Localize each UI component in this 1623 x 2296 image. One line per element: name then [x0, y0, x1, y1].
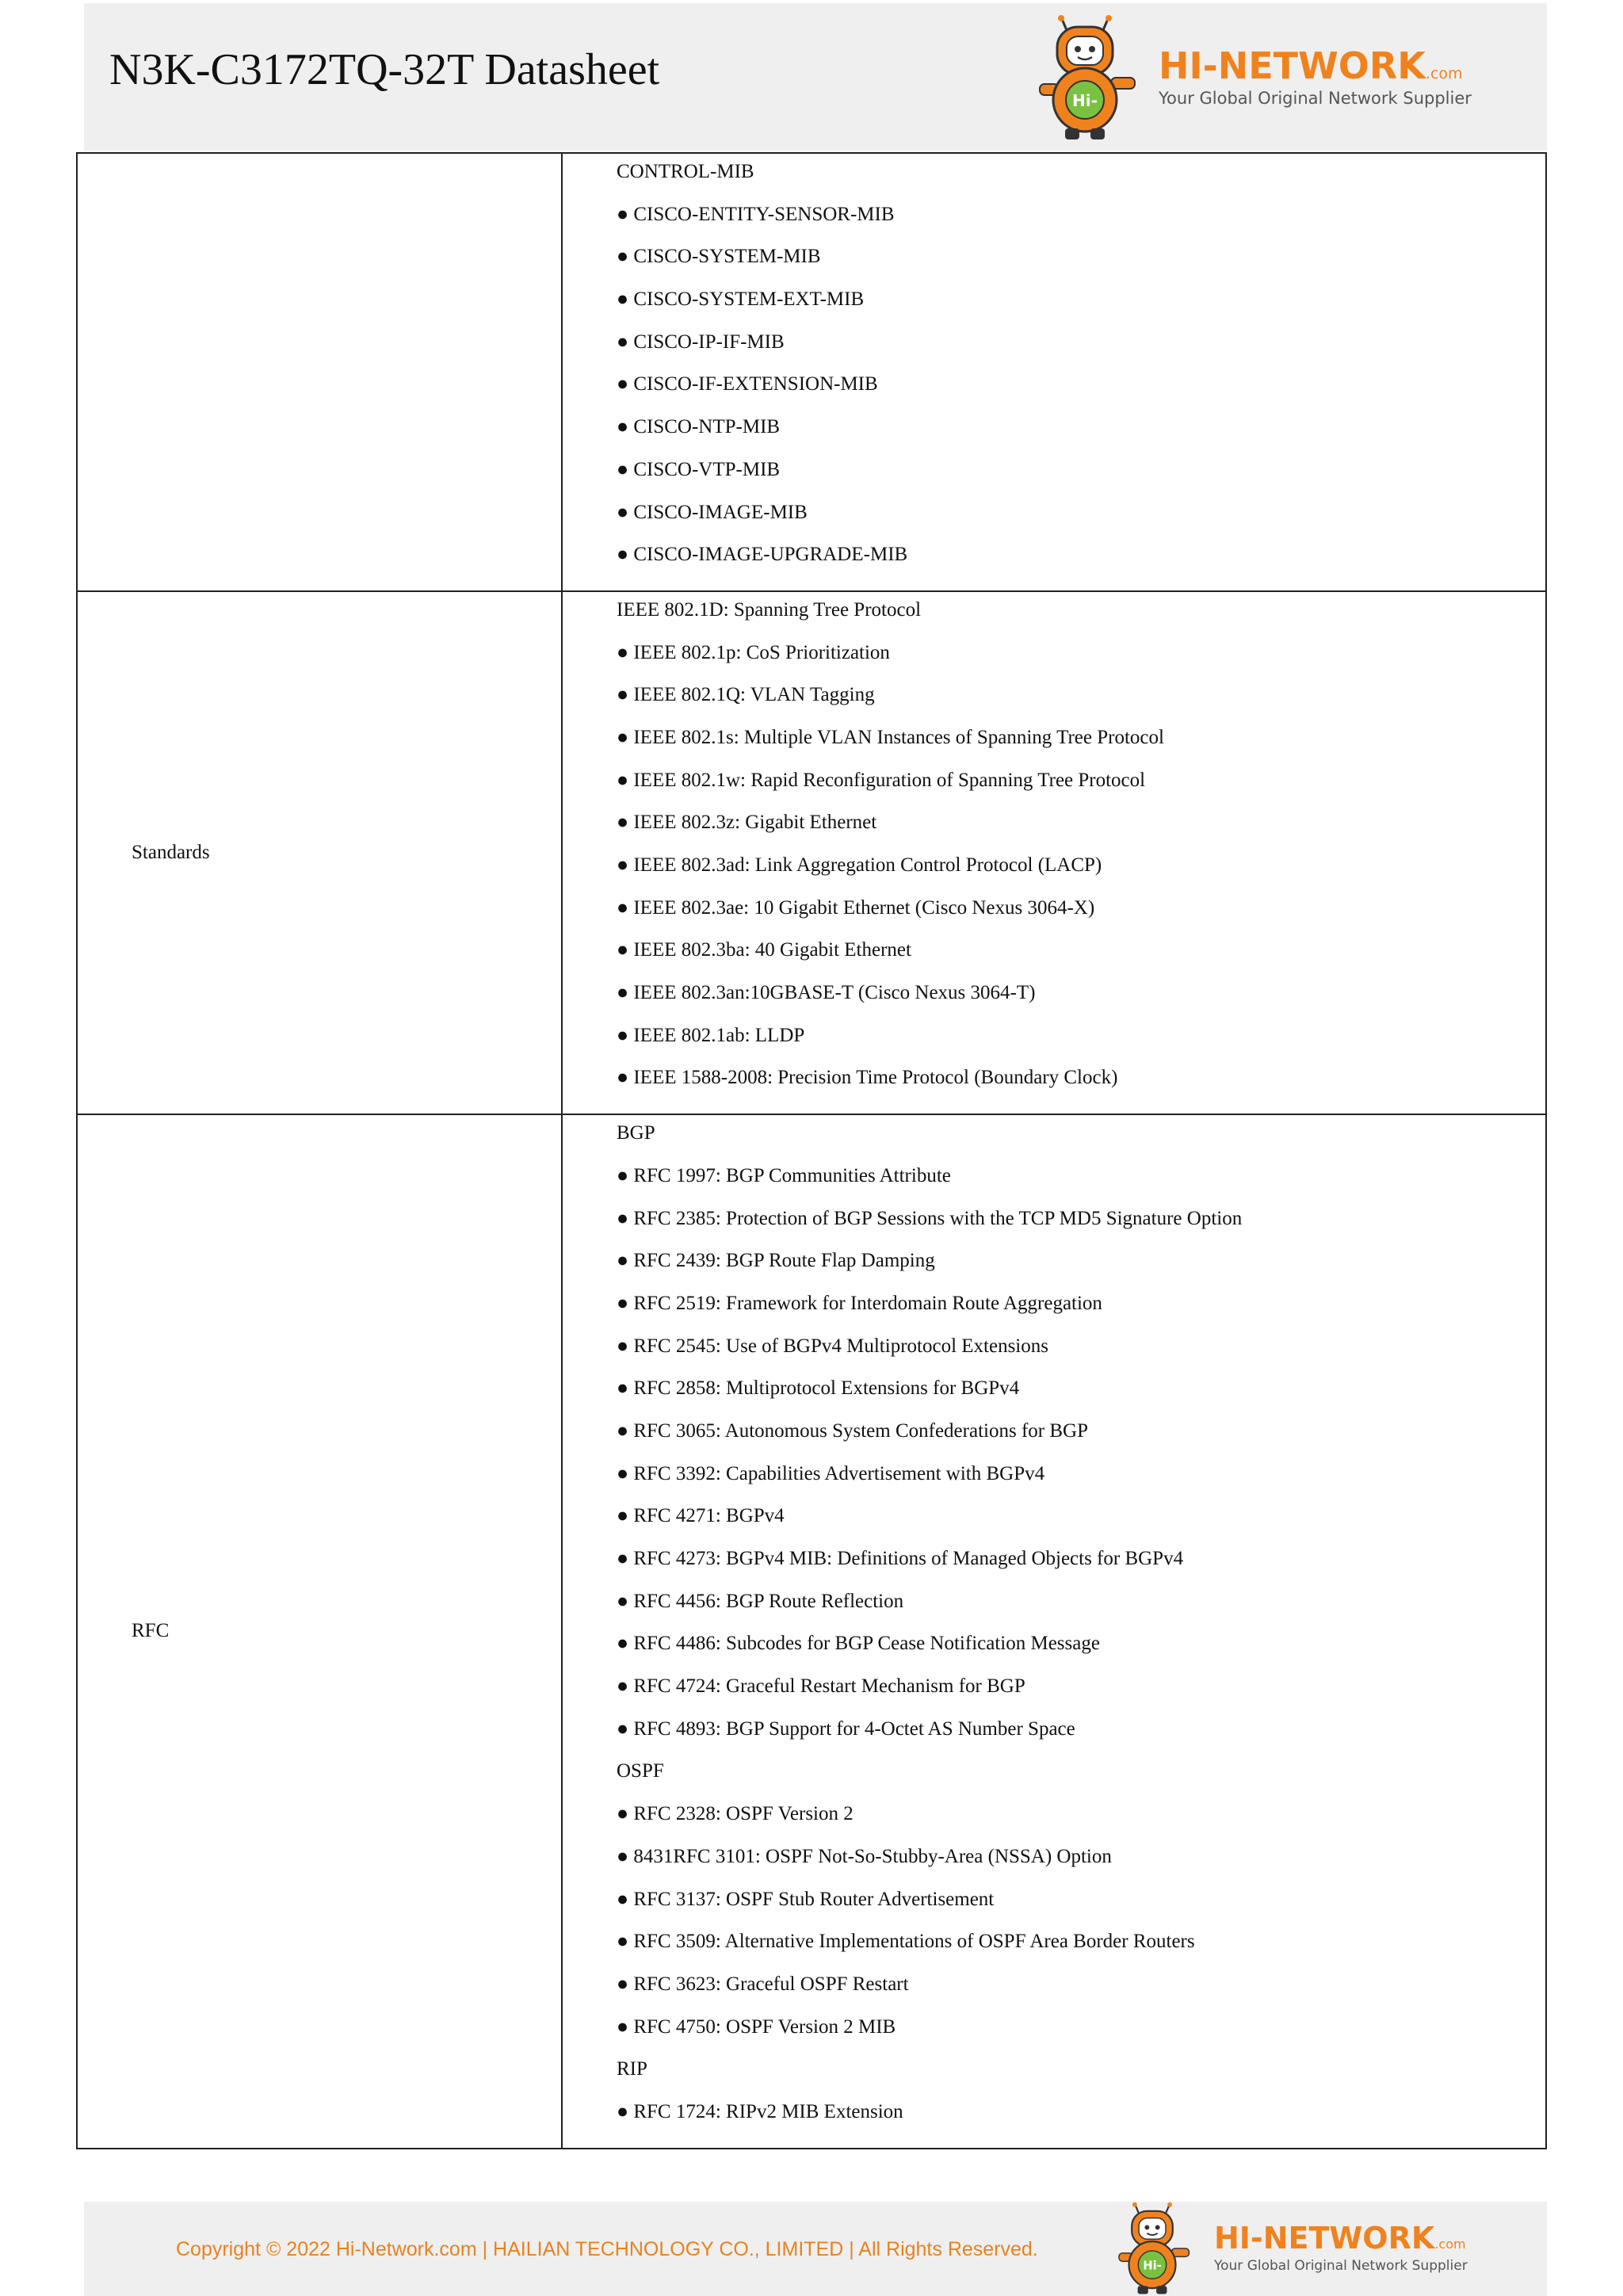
brand-logo	[1025, 14, 1472, 141]
list-item: CONTROL-MIB	[617, 161, 754, 182]
list-item: ● IEEE 802.3ae: 10 Gigabit Ethernet (Cisco Nexus 3064-X)	[617, 896, 1095, 919]
mascot-badge-text: Hi-	[1072, 91, 1098, 110]
robot-mascot-icon	[1105, 2202, 1200, 2295]
logo-name: HI-NETWORK.com	[1214, 2221, 1466, 2256]
robot-mascot-icon	[1025, 14, 1144, 141]
list-item: ● RFC 1997: BGP Communities Attribute	[617, 1164, 951, 1186]
list-item: ● RFC 4456: BGP Route Reflection	[617, 1590, 904, 1612]
row-label	[77, 153, 562, 591]
row-content	[562, 1114, 1546, 2149]
list-item: ● IEEE 802.3z: Gigabit Ethernet	[617, 812, 877, 834]
list-item: ● RFC 4750: OSPF Version 2 MIB	[617, 2015, 896, 2038]
list-item: ● IEEE 802.1p: CoS Prioritization	[617, 641, 890, 663]
list-item: ● IEEE 802.1s: Multiple VLAN Instances of Spanning Tree Protocol	[617, 726, 1164, 748]
list-item: ● RFC 4724: Graceful Restart Mechanism for BGP	[617, 1675, 1025, 1698]
list-item: ● RFC 2519: Framework for Interdomain Route Aggregation	[617, 1292, 1102, 1314]
list-item: ● CISCO-VTP-MIB	[617, 458, 781, 480]
list-item: ● RFC 2328: OSPF Version 2	[617, 1803, 854, 1825]
table-row	[77, 591, 1546, 1114]
list-item: ● CISCO-ENTITY-SENSOR-MIB	[617, 203, 895, 225]
list-item: ● CISCO-IMAGE-UPGRADE-MIB	[617, 544, 908, 566]
list-item: ● RFC 3137: OSPF Stub Router Advertisement	[617, 1888, 995, 1910]
list-item: ● CISCO-SYSTEM-EXT-MIB	[617, 288, 865, 311]
logo-tagline: Your Global Original Network Supplier	[1159, 89, 1472, 108]
list-item: BGP	[617, 1122, 655, 1144]
list-item: ● RFC 4486: Subcodes for BGP Cease Notification Message	[617, 1633, 1100, 1655]
page-footer	[84, 2202, 1547, 2296]
list-item: ● RFC 3509: Alternative Implementations of OSPF Area Border Routers	[617, 1931, 1195, 1953]
list-item: ● CISCO-NTP-MIB	[617, 416, 781, 438]
row-content	[562, 153, 1546, 591]
row-label: RFC	[77, 1114, 562, 2149]
list-item: ● RFC 2545: Use of BGPv4 Multiprotocol Extensions	[617, 1335, 1048, 1357]
list-item: RIP	[617, 2058, 647, 2080]
table-row	[77, 153, 1546, 591]
list-item: ● RFC 3623: Graceful OSPF Restart	[617, 1973, 909, 1995]
list-item: ● IEEE 802.3ba: 40 Gigabit Ethernet	[617, 939, 911, 961]
list-item: ● IEEE 802.3an:10GBASE-T (Cisco Nexus 3064-T)	[617, 982, 1036, 1004]
mascot-badge-text: Hi-	[1143, 2259, 1162, 2273]
list-item: ● IEEE 802.1Q: VLAN Tagging	[617, 684, 875, 706]
footer-brand-logo	[1105, 2202, 1468, 2295]
list-item: ● CISCO-IP-IF-MIB	[617, 330, 785, 353]
row-label: Standards	[77, 591, 562, 1114]
copyright-text: Copyright © 2022 Hi-Network.com | HAILIAN TECHNOLOGY CO., LIMITED | All Rights Reserved.	[176, 2238, 1038, 2260]
logo-name: HI-NETWORK.com	[1159, 44, 1463, 87]
list-item: ● RFC 1724: RIPv2 MIB Extension	[617, 2100, 903, 2122]
spec-table	[76, 152, 1547, 2149]
list-item: ● IEEE 802.1w: Rapid Reconfiguration of Spanning Tree Protocol	[617, 769, 1146, 791]
list-item: ● RFC 3065: Autonomous System Confederations for BGP	[617, 1419, 1088, 1442]
list-item: ● 8431RFC 3101: OSPF Not-So-Stubby-Area (NSSA) Option	[617, 1845, 1112, 1867]
page-header	[84, 3, 1547, 151]
logo-tagline: Your Global Original Network Supplier	[1214, 2258, 1468, 2274]
list-item: ● RFC 4273: BGPv4 MIB: Definitions of Managed Objects for BGPv4	[617, 1548, 1184, 1569]
list-item: ● RFC 2385: Protection of BGP Sessions with the TCP MD5 Signature Option	[617, 1207, 1243, 1229]
list-item: ● CISCO-IMAGE-MIB	[617, 501, 808, 523]
table-row	[77, 1114, 1546, 2149]
list-item: ● RFC 2858: Multiprotocol Extensions for BGPv4	[617, 1377, 1020, 1400]
list-item: ● RFC 4271: BGPv4	[617, 1505, 785, 1527]
list-item: ● IEEE 802.1ab: LLDP	[617, 1024, 805, 1046]
list-item: ● RFC 4893: BGP Support for 4-Octet AS Number Space	[617, 1717, 1075, 1740]
document-title: N3K-C3172TQ-32T Datasheet	[109, 45, 660, 94]
list-item: ● CISCO-IF-EXTENSION-MIB	[617, 373, 878, 395]
list-item: IEEE 802.1D: Spanning Tree Protocol	[617, 598, 922, 621]
row-content	[562, 591, 1546, 1114]
list-item: ● RFC 3392: Capabilities Advertisement with BGPv4	[617, 1462, 1045, 1484]
list-item: ● RFC 2439: BGP Route Flap Damping	[617, 1250, 935, 1272]
list-item: ● IEEE 1588-2008: Precision Time Protocol (Boundary Clock)	[617, 1067, 1118, 1089]
list-item: ● CISCO-SYSTEM-MIB	[617, 246, 821, 268]
list-item: OSPF	[617, 1760, 664, 1782]
list-item: ● IEEE 802.3ad: Link Aggregation Control Protocol (LACP)	[617, 854, 1102, 876]
